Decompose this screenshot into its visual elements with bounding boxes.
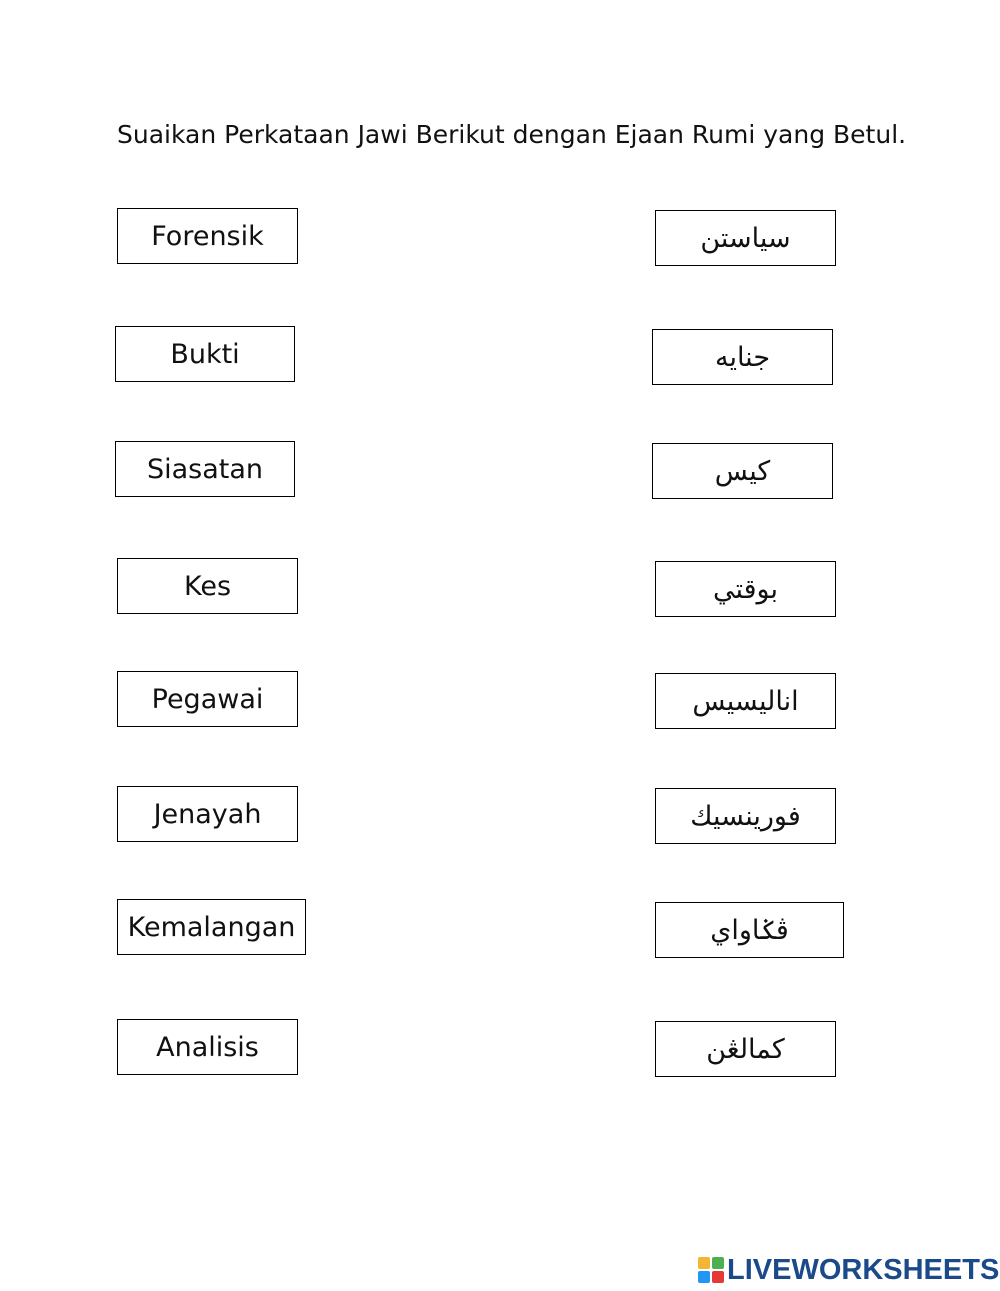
liveworksheets-logo (698, 1256, 999, 1284)
jawi-word-label: كمالڠن (706, 1033, 785, 1065)
jawi-word-box[interactable] (655, 788, 836, 844)
jawi-word-label: سياستن (700, 222, 791, 254)
rumi-word-label: Analisis (156, 1031, 259, 1063)
rumi-word-box[interactable] (117, 1019, 298, 1075)
instruction-text: Suaikan Perkataan Jawi Berikut dengan Ejaan Rumi yang Betul. (117, 120, 907, 149)
logo-square (698, 1257, 710, 1269)
rumi-word-label: Jenayah (153, 798, 262, 830)
jawi-word-box[interactable] (652, 443, 833, 499)
jawi-word-label: بوقتي (712, 573, 779, 605)
logo-square (712, 1271, 724, 1283)
jawi-word-box[interactable] (655, 673, 836, 729)
rumi-word-box[interactable] (117, 671, 298, 727)
jawi-word-label: جنايه (714, 341, 771, 373)
jawi-word-label: اناليسيس (692, 685, 799, 717)
rumi-word-box[interactable] (117, 899, 306, 955)
jawi-word-label: فورينسيك (690, 800, 801, 832)
rumi-word-label: Bukti (170, 338, 240, 370)
logo-square (698, 1271, 710, 1283)
jawi-word-box[interactable] (655, 1021, 836, 1077)
liveworksheets-logo-icon (698, 1257, 724, 1283)
jawi-word-box[interactable] (655, 561, 836, 617)
rumi-word-label: Kes (183, 570, 232, 602)
rumi-word-label: Kemalangan (127, 911, 296, 943)
rumi-word-box[interactable] (115, 326, 295, 382)
logo-wordmark: LIVEWORKSHEETS (727, 1254, 1000, 1286)
jawi-word-box[interactable] (655, 902, 844, 958)
rumi-word-box[interactable] (117, 786, 298, 842)
jawi-word-box[interactable] (652, 329, 833, 385)
rumi-word-box[interactable] (117, 558, 298, 614)
rumi-word-label: Siasatan (146, 453, 264, 485)
logo-square (712, 1257, 724, 1269)
rumi-word-label: Pegawai (151, 683, 264, 715)
jawi-word-box[interactable] (655, 210, 836, 266)
rumi-word-label: Forensik (151, 220, 264, 252)
rumi-word-box[interactable] (117, 208, 298, 264)
rumi-word-box[interactable] (115, 441, 295, 497)
jawi-word-label: كيس (714, 455, 771, 487)
jawi-word-label: ڤݢاواي (710, 914, 789, 946)
